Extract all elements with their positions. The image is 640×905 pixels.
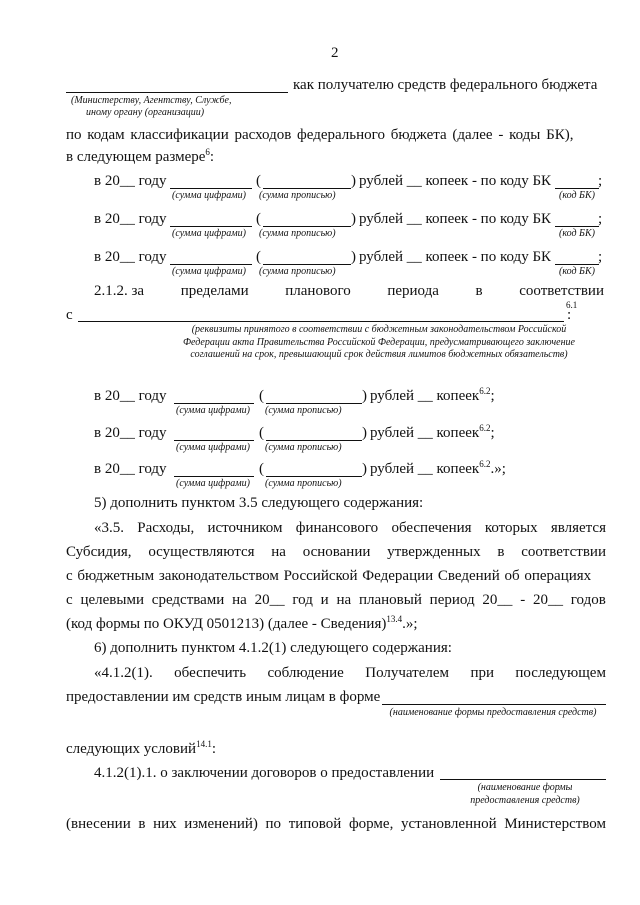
recipient-caption-2: иному органу (организации) [86, 107, 205, 118]
planned-row-year: в 20__ году [94, 388, 167, 404]
close-paren: ) [351, 249, 356, 265]
kbk-row-end: ; [598, 173, 603, 189]
form-name-line-2 [440, 779, 606, 780]
form-name-line [382, 704, 606, 705]
caption-code: (код БК) [559, 266, 595, 277]
open-paren: ( [256, 211, 261, 227]
sum-words-line [266, 403, 362, 404]
caption-code: (код БК) [559, 228, 595, 239]
recipient-fill-line [66, 92, 288, 93]
planned-period-footnote: 6.1 [566, 300, 578, 310]
p412-sub-line: 4.1.2(1).1. о заключении договоров о предоставлении [94, 765, 435, 781]
sum-words-line [263, 226, 351, 227]
caption-digits: (сумма цифрами) [172, 228, 246, 239]
kbk-intro-line-2: в следующем размере$^6$: [66, 147, 215, 165]
sum-digits-line [170, 264, 252, 265]
form-name-caption: (наименование формы предоставления средств) [389, 707, 597, 718]
kbk-row-year: в 20__ году [94, 173, 167, 189]
planned-period-end: : [567, 307, 572, 323]
caption-digits: (сумма цифрами) [176, 442, 250, 453]
item5-para-line-3: с бюджетным законодательством Российской Федерации Сведений об операциях [66, 568, 592, 584]
open-paren: ( [259, 461, 264, 477]
kbk-code-line [555, 188, 599, 189]
planned-row-text: рублей __ копеек$^{6.2}$; [370, 423, 495, 441]
caption-digits: (сумма цифрами) [172, 190, 246, 201]
close-paren: ) [351, 173, 356, 189]
caption-digits: (сумма цифрами) [176, 478, 250, 489]
close-paren: ) [351, 211, 356, 227]
planned-row-text: рублей __ копеек$^{6.2}$; [370, 386, 495, 404]
item5-para-line-1: «3.5. Расходы, источником финансового обеспечения которых является [94, 520, 606, 536]
recipient-text: как получателю средств федерального бюджета [293, 77, 598, 93]
sum-words-line [263, 264, 351, 265]
item5-para-line-4: с целевыми средствами на 20__ год и на плановый период 20__ - 20__ годов [66, 592, 606, 608]
kbk-row-year: в 20__ году [94, 211, 167, 227]
planned-row-year: в 20__ году [94, 425, 167, 441]
close-paren: ) [362, 425, 367, 441]
open-paren: ( [259, 388, 264, 404]
planned-row-text: рублей __ копеек$^{6.2}$.»; [370, 459, 506, 477]
kbk-row-end: ; [598, 211, 603, 227]
caption-words: (сумма прописью) [259, 190, 336, 201]
item5-para-line-2: Субсидия, осуществляются на основании утвержденных в соответствии [66, 544, 606, 560]
caption-words: (сумма прописью) [265, 405, 342, 416]
kbk-row-text: рублей __ копеек - по коду БК [359, 211, 552, 227]
caption-words: (сумма прописью) [259, 228, 336, 239]
close-paren: ) [362, 461, 367, 477]
caption-code: (код БК) [559, 190, 595, 201]
sum-digits-line [170, 188, 252, 189]
p412-last-line: (внесении в них изменений) по типовой форме, установленной Министерством [66, 816, 606, 832]
caption-words: (сумма прописью) [265, 478, 342, 489]
open-paren: ( [256, 173, 261, 189]
recipient-caption-1: (Министерству, Агентству, Службе, [71, 95, 232, 106]
planned-period-prefix: с [66, 307, 73, 323]
item5-para-line-5: (код формы по ОКУД 0501213) (далее - Сведения)$^{13.4}$.»; [66, 614, 418, 632]
open-paren: ( [259, 425, 264, 441]
item6-heading: 6) дополнить пунктом 4.1.2(1) следующего содержания: [94, 640, 452, 656]
sum-digits-line [174, 476, 254, 477]
requisites-line [78, 321, 564, 322]
kbk-code-line [555, 264, 599, 265]
close-paren: ) [362, 388, 367, 404]
open-paren: ( [256, 249, 261, 265]
kbk-row-year: в 20__ году [94, 249, 167, 265]
sum-digits-line [174, 440, 254, 441]
sum-words-line [263, 188, 351, 189]
kbk-row-end: ; [598, 249, 603, 265]
kbk-row-text: рублей __ копеек - по коду БК [359, 249, 552, 265]
sum-digits-line [170, 226, 252, 227]
caption-digits: (сумма цифрами) [172, 266, 246, 277]
page-number: 2 [331, 45, 339, 61]
p412-line-1: «4.1.2(1). обеспечить соблюдение Получателем при последующем [94, 665, 606, 681]
p412-line-3: следующих условий$^{14.1}$: [66, 739, 216, 757]
item5-heading: 5) дополнить пунктом 3.5 следующего содержания: [94, 495, 424, 511]
kbk-row-text: рублей __ копеек - по коду БК [359, 173, 552, 189]
kbk-code-line [555, 226, 599, 227]
form-name-caption-2: (наименование формы предоставления средств) [470, 782, 580, 806]
sum-words-line [266, 440, 362, 441]
caption-words: (сумма прописью) [259, 266, 336, 277]
kbk-intro-line-1: по кодам классификации расходов федерального бюджета (далее - коды БК), [66, 127, 574, 143]
caption-digits: (сумма цифрами) [176, 405, 250, 416]
caption-words: (сумма прописью) [265, 442, 342, 453]
planned-row-year: в 20__ году [94, 461, 167, 477]
sum-digits-line [174, 403, 254, 404]
planned-period-heading: 2.1.2. за пределами планового периода в соответствии [94, 283, 604, 299]
sum-words-line [266, 476, 362, 477]
p412-line-2: предоставлении им средств иным лицам в форме [66, 689, 381, 705]
requisites-caption: (реквизиты принятого в соответствии с бюджетным законодательством Российской Федерации акта Правительства Российской Федерации, предусматривающего заключение соглашений на срок, превышающий срок действия лимитов бюджетных обязательств) [183, 324, 575, 360]
